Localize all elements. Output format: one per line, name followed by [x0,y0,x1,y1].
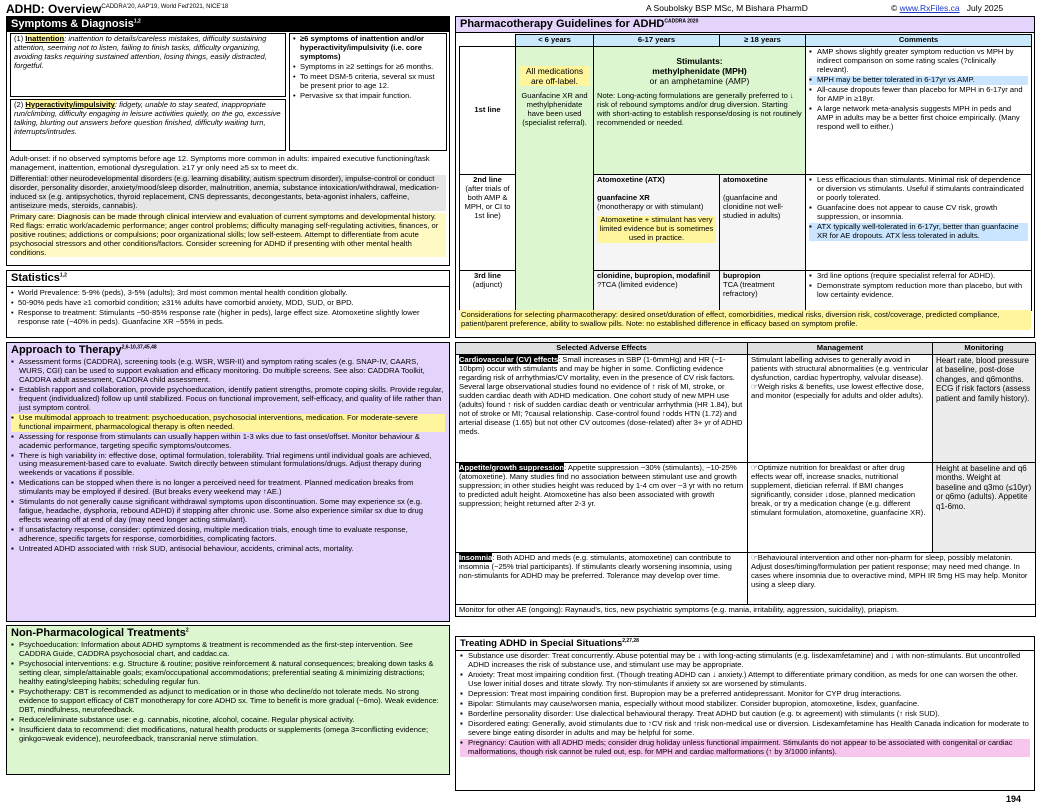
line2-comments: ▪ Less efficacious than stimulants. Minimal risk of dependence or diversion vs stimulants. Useful if stimulants contraindicated or poorly tolerated. ▪ Guanfacine does not appear to cause CV risk, growth suppression, or insomnia. ▪ ATX typically well-tolerated in 6-17yr, better than guanfacine XR for AE dropouts. ATX less tolerated in adults. [806,174,1032,270]
list-item: ▪ Use multimodal approach to treatment: psychoeducation, psychosocial interventions, medication. For moderate-severe functional impairment, pharmacological therapy is often needed. [11,414,445,432]
symptom-boxes [10,33,286,151]
under-6-cell: All medications are off-label. Guanfacine XR and methylphenidate have been used (specialist referral). [516,46,594,310]
line3-peds-cell: clonidine, bupropion, modafinil ?TCA (limited evidence) [594,270,720,310]
cv-effects-cell: Cardiovascular (CV) effects: Small increases in SBP (1-6mmHg) and HR (~1-10bpm) occur with stimulants and may be higher in some. Conflicting evidence regarding risk of arrhythmias/CV mortality, even in the presence of CV risk factors. Several large observational studies found no evidence of ↑ risk of MI, stroke, or sudden cardiac death with ADHD medication. One cohort study of new MPH use (adults) found ↑ risk of sudden cardiac death or ventricular arrhythmia (HR 1.84), but not of stroke or MI; ?causal relationship. Case-control found ↑odds HTN (1.72) and arterial disease (1.65) but not other CV outcomes (dose-related) after 3+ yr of ADHD meds. [456,354,748,462]
col-header: Monitoring [933,343,1036,355]
symptoms-section [6,16,450,266]
header [6,2,1034,16]
criteria-item: • Symptoms in ≥2 settings for ≥6 months. [293,63,443,72]
adverse-effects-section [455,342,1035,634]
row-label: 1st line [460,46,516,174]
statistics-section [6,270,450,338]
pharmacotherapy-section [455,16,1035,338]
inattention-box: (1) Inattention: inattention to details/careless mistakes, difficulty sustaining attention, seeming not to listen, failing to finish tasks, difficulty organizing, avoiding tasks requiring sustained attention, losing things, easily distracted, forgetful. [10,33,286,97]
list-item: ▪ Assessment forms (CADDRA), screening tools (e.g. WSR, WSR-II) and symptom rating scales (e.g. SNAP-IV, CAARS, WURS, CGI) can be used to support evaluation and efficacy monitoring. Do multiple screens. See also: CADDRA Toolkit, CADDRA adult assessment, CADDRA child assessment. [11,358,445,385]
col-header: ≥ 18 years [720,35,806,47]
row-label: 2nd line (after trials of both AMP & MPH, or CI to 1st line) [460,174,516,270]
col-header [460,35,516,47]
page-title: ADHD: Overview$^{CADDRA'20, AAP'19, World Fed'2021, NICE'18}$ [6,2,229,16]
list-item: ▪ Anxiety: Treat most impairing condition first. (Though treating ADHD can ↓ anxiety.) Attempt to differentiate primary condition, as meds for one can worsen the other. Use lower initial doses and titrate slowly. Try non-stimulants if anxiety sx are worsened by stimulants. [460,671,1030,689]
list-item: ▪ Reduce/eliminate substance use: e.g. cannabis, nicotine, alcohol, cocaine. Regular physical activity. [11,716,445,725]
pharmacotherapy-heading: Pharmacotherapy Guidelines for $ADHD^{CADDRA 2020}$ [456,17,1034,33]
primary-care: Primary care: Diagnosis can be made through clinical interview and evaluation of current symptoms and developmental history. Red flags: erratic work/academic performance; anger control problems; difficulty managing self-regulating activities, finances, or positive routines; addictions or compulsions; poor organizational skills; low self-esteem. Attempt to differentiate from acute psychosocial stressors and other conditions/factors. Consider screening for ADHD if presenting with other mental health conditions. [10,213,446,258]
statistics-heading: Statistics$^{1,2}$ [7,271,449,287]
list-item: • Response to treatment: Stimulants ~50-85% response rate (higher in peds), large effect size. Atomoxetine slightly lower response rate (~40% in peds). Guanfacine XR ~55% in peds. [11,309,445,327]
line1-comments: ▪ AMP shows slightly greater symptom reduction vs MPH by indirect comparison on some rating scales (?clinically relevant). ▪ MPH may be better tolerated in 6-17yr vs AMP. ▪ All-cause dropouts fewer than placebo for MPH in 6-17yr and for AMP in ≥18yr. ▪ A large network meta-analysis suggests MPH in peds and AMP in adults may be a better first choice empirically. (Many respond well to either.) [806,46,1032,174]
stimulants-cell: Stimulants: methylphenidate (MPH) or an amphetamine (AMP) Note: Long-acting formulations are generally preferred to ↓ risk of rebound symptoms and/or drug diversion. Starting with short-acting to establish response/dosing is not routinely recommended or needed. [594,46,806,174]
appetite-effects-cell: Appetite/growth suppression: Appetite suppression ~30% (stimulants), ~10-25% (atomoxetine). Many studies find no association between stimulant use and growth suppression; in other studies height was reduced by 1-4 cm over ~3 yr with no return to predicted adult height. Atomoxetine has also been associated with growth suppression; height returned after 2-3 yr. [456,462,748,552]
list-item: ▪ Depression: Treat most impairing condition first. Bupropion may be a preferred antidepressant. Monitor for CYP drug interactions. [460,690,1030,699]
nonpharm-list [7,641,449,743]
nonpharm-heading: Non-Pharmacological Treatments$^2$ [11,627,189,639]
special-situations-section [455,636,1035,791]
col-header: Selected Adverse Effects [456,343,748,355]
list-item: • World Prevalence: 5-9% (peds), 3-5% (adults); 3rd most common mental health condition globally. [11,289,445,298]
page-number: 194 [1006,794,1022,804]
adult-onset: Adult-onset: if no observed symptoms before age 12. Symptoms more common in adults: impaired executive functioning/task management, inattention, emotional dysregulation. ≥17 yr only need ≥5 sx to meet dx. [10,154,430,172]
list-item: ▪ Psychosocial interventions: e.g. Structure & routine; positive reinforcement & natural consequences; breaking down tasks & setting clear, simple/attainable goals; exam/occupational accommodations; preferential seating & minimizing distractions; healthy eating/sleeping habits; scheduling regular fun. [11,660,445,687]
list-item: ▪ Medications can be stopped when there is no longer a perceived need for treatment. Planned medication breaks from stimulants may be employed if desired. (But breaks every weekend may ↑AE.) [11,479,445,497]
list-item: ▪ Untreated ADHD associated with ↑risk SUD, antisocial behaviour, accidents, criminal acts, mortality. [11,545,445,554]
appetite-management-cell: ☞Optimize nutrition for breakfast or after drug effects wear off, increase snacks, nutritional supplement, dietician referral. If BMI changes significantly, consider ↓dose, planned medication break, or try a medication change (e.g. different stimulant formulation, atomoxetine, guanfacine XR). [748,462,933,552]
list-item: ▪ Borderline personality disorder: Use dialectical behavioural therapy. Treat ADHD but caution (e.g. tx agreement) with stimulants (↑ risk SUD). [460,710,1030,719]
other-ae-cell: Monitor for other AE (ongoing): Raynaud's, tics, new psychiatric symptoms (e.g. mania, irritability, aggression, suicidality), priapism. [456,604,1036,616]
adverse-effects-table [455,342,1036,617]
list-item: ▪ Bipolar: Stimulants may cause/worsen mania, especially without mood stabilizer. Consider bupropion, atomoxetine, lisdex, guanfacine. [460,700,1030,709]
list-item: ▪ If unsatisfactory response, consider: optimized dosing, multiple medication trials, enough time to evaluate response, adherence, specific targets for response, comorbidities, complicating factors. [11,526,445,544]
site-link[interactable]: www.RxFiles.ca [899,3,960,13]
list-item: ▪ There is high variability in: effective dose, optimal formulation, tolerability. Trial regimens until individual goals are achieved, using measurement-based care to evaluate. Switch directly between stimulant formulations/drugs. Adjust therapy during weekends or vacations if possible. [11,452,445,479]
approach-list [7,358,449,554]
special-situations-heading: Treating ADHD in Special Situations$^{2,27,28}$ [456,637,1034,651]
insomnia-management-cell: ☞Behavioural intervention and other non-pharm for sleep, possibly melatonin. Adjust doses/timing/formulation per patient response; may need med change. In cases where insomnia due to overactive mind, MPH IR 5mg HS may help. Monitor using a sleep diary. [748,552,1036,604]
line2-peds-cell: Atomoxetine (ATX) guanfacine XR (monotherapy or with stimulant) Atomoxetine + stimulant has very limited evidence but is sometimes used in practice. [594,174,720,270]
list-item: ▪ Insufficient data to recommend: diet modifications, natural health products or supplements (omega 3=conflicting evidence; ginkgo=weak evidence), neurofeedback, transcranial nerve stimulation. [11,726,445,744]
differential: Differential: other neurodevelopmental disorders (e.g. learning disability, autism spectrum disorder), impulse-control or conduct disorder, personality disorder, anxiety/mood/sleep disorder, malnutrition, anemia, substance intoxication/withdrawal, medication-induced sx (e.g. antipsychotics, thyroid replacement, CNS depressants, decongestants, beta-agonist inhalers, caffeine, antiseizure meds, steroids, cannabis). [10,175,446,211]
list-item: ▪ Substance use disorder: Treat concurrently. Abuse potential may be ↓ with long-acting stimulants (e.g. lisdexamfetamine) and ↓ with non-stimulants. But uncontrolled ADHD increases the risk of substance use, and stimulant use may be appropriate. [460,652,1030,670]
line3-adult-cell: bupropion TCA (treatment refractory) [720,270,806,310]
approach-section [6,342,450,622]
list-item: ▪ Assessing for response from stimulants can usually happen within 1-3 wks due to fast onset/offset. Monitor behaviour & academic performance, targeting specific symptoms/outcomes. [11,433,445,451]
considerations: Considerations for selecting pharmacotherapy: desired onset/duration of effect, comorbidities, medical risks, diversion risk, cost/coverage, predicted compliance, patient/parent preference, ability to swallow pills. Note: no established difference in efficacy based on symptom profile. [459,310,1031,330]
special-situations-list [456,651,1034,758]
appetite-monitoring-cell: Height at baseline and q6 months. Weight at baseline and q3mo (≤10yr) or q6mo (adults). Appetite q1-6mo. [933,462,1036,552]
symptoms-heading: Symptoms & Diagnosis$^{1,2}$ [7,17,449,32]
pharmacotherapy-table [459,34,1032,311]
diagnosis-notes [10,155,446,257]
col-header: Comments [806,35,1032,47]
line3-comments: ▪ 3rd line options (require specialist referral for ADHD). ▪ Demonstrate symptom reduction more than placebo, but with low certainty evidence. [806,270,1032,310]
row-label: 3rd line (adjunct) [460,270,516,310]
nonpharm-section [6,625,450,775]
authors: A Soubolsky BSP MSc, M Bishara PharmD [646,3,808,13]
col-header: 6-17 years [594,35,720,47]
copyright: © www.RxFiles.ca July 2025 [891,3,1004,13]
hyperactivity-box: (2) Hyperactivity/impulsivity: fidgety, unable to stay seated, inappropriate run/climbing, difficulty engaging in leisure activities quietly, on the go, excessive talking, blurting out answers before question finished, difficulty waiting turn, interrupts/intrudes. [10,99,286,151]
list-item: ▪ Stimulants do not generally cause significant withdrawal symptoms upon discontinuation. Some may experience sx (e.g. fatigue, headache, dysphoria, rebound ADHD) if stopping after chronic use. Some also experience similar sx due to drug effects wearing off at end of day (may need longer acting stimulant). [11,498,445,525]
col-header: Management [748,343,933,355]
cv-management-cell: Stimulant labelling advises to generally avoid in patients with structural abnormalities (e.g. ventricular dysfunction, cardiac hypertrophy, valvular disease). ☞Weigh risks & benefits, use lowest effective dose, and monitor (especially for adults and older adults). [748,354,933,462]
list-item: ▪ Psychoeducation: Information about ADHD symptoms & treatment is recommended as the first-step intervention. See CADDRA Guide, CADDRA psychosocial chart, and caddac.ca. [11,641,445,659]
criteria-item: • ≥6 symptoms of inattention and/or hyperactivity/impulsivity (i.e. core symptoms) [293,35,443,62]
criteria-item: • To meet DSM-5 criteria, several sx must be present prior to age 12. [293,73,443,91]
insomnia-effects-cell: Insomnia: Both ADHD and meds (e.g. stimulants, atomoxetine) can contribute to insomnia (~25% trial participants). If stimulants clearly worsening insomnia, using non-stimulants for ADHD may be preferred. Tolerance may develop over time. [456,552,748,604]
list-item: ▪ Establish rapport and collaboration, provide psychoeducation, identify patient strengths, promote coping skills. Provide regular, frequent (individualized) follow up until stabilized. Focus on functional improvement, self-efficacy, and quality of life rather than just symptom control. [11,386,445,413]
list-item: ▪ Pregnancy: Caution with all ADHD meds; consider drug holiday unless functional impairment. Stimulants do not appear to be associated with congenital or cardiac malformations, though risk cannot be ruled out, esp. for MPH and cardiac malformations (↑ by 3/1000 infants). [460,739,1030,757]
list-item: ▪ Psychotherapy: CBT is recommended as adjunct to medication or in those who decline/do not tolerate meds. No strong evidence to support efficacy of CBT monotherapy for core ADHD sx. Time to benefit is more gradual (~6mo). Weak evidence: DBT, mindfulness, neurofeedback. [11,688,445,715]
list-item: ▪ Disordered eating: Generally, avoid stimulants due to ↑CV risk and ↑risk non-medical use or diversion. Lisdexamfetamine has Health Canada indication for moderate to severe binge eating disorder in adults and may be helpful for some. [460,720,1030,738]
approach-heading: Approach to Therapy$^{2,6-10,37,45,48}$ [11,344,157,356]
dsm-criteria-box [289,33,447,151]
criteria-item: • Pervasive sx that impair function. [293,92,443,101]
list-item: • 50-90% peds have ≥1 comorbid condition; ≥31% adults have comorbid anxiety, MDD, SUD, or BPD. [11,299,445,308]
cv-monitoring-cell: Heart rate, blood pressure at baseline, post-dose changes, and q6months. ECG if risk factors (assess patient and family history). [933,354,1036,462]
statistics-list [7,287,449,330]
line2-adult-cell: atomoxetine (guanfacine and clonidine not well-studied in adults) [720,174,806,270]
col-header: < 6 years [516,35,594,47]
